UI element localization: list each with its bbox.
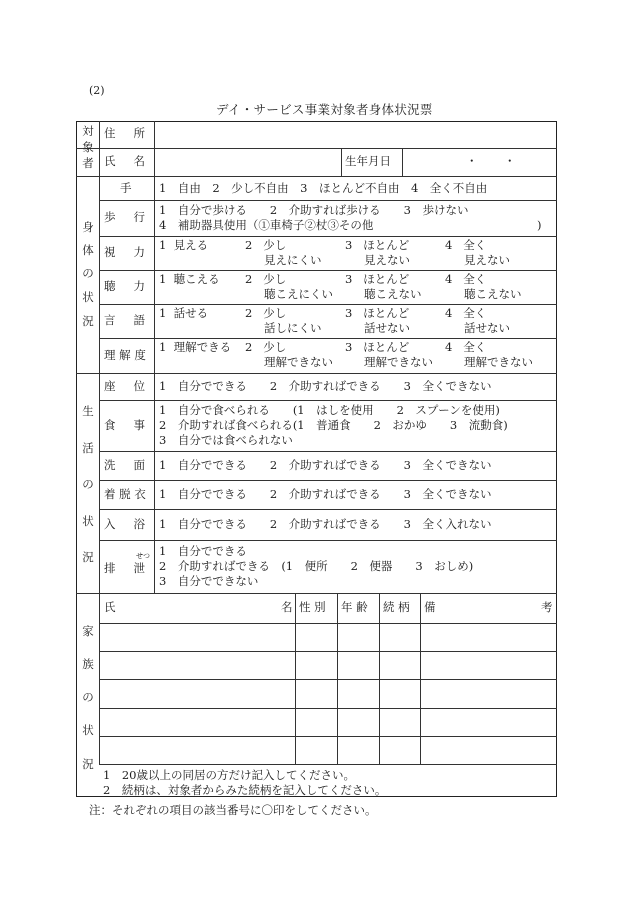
sitting-options: 1 自分でできる 2 介助すればできる 3 全くできない [159, 379, 492, 393]
speech-opt3: 3 ほとんど [345, 306, 410, 320]
comprehension-opt1: 1 理解できる [159, 340, 232, 354]
vision-opt3b: 見えない [364, 253, 410, 267]
washing-label: 洗 面 [104, 458, 145, 472]
family-col-remarks-1: 備 [424, 600, 436, 614]
bathing-options: 1 自分でできる 2 介助すればできる 3 全く入れない [159, 517, 492, 531]
vision-opt4: 4 全く [445, 238, 487, 252]
address-label: 住 所 [104, 126, 145, 140]
dressing-label: 着 脱 衣 [104, 487, 146, 501]
vision-label: 視 力 [104, 245, 145, 259]
comprehension-opt3: 3 ほとんど [345, 340, 410, 354]
hearing-opt3b: 聴こえない [364, 287, 422, 301]
family-col-name-2: 名 [281, 600, 293, 614]
walking-line2: 4 補助器具使用（①車椅子②杖③その他 [159, 218, 374, 232]
eating-line3: 3 自分では食べられない [159, 433, 293, 447]
excretion-ruby: せつ [136, 552, 150, 560]
walking-line1: 1 自分で歩ける 2 介助すれば歩ける 3 歩けない [159, 203, 469, 217]
bathing-label: 入 浴 [104, 517, 145, 531]
excretion-line2: 2 介助すればできる (1 便所 2 便器 3 おしめ) [159, 559, 474, 573]
speech-opt1: 1 話せる [159, 306, 209, 320]
page-title: デイ・サービス事業対象者身体状況票 [216, 102, 433, 117]
dressing-options: 1 自分でできる 2 介助すればできる 3 全くできない [159, 487, 492, 501]
hearing-opt2b: 聴こえにくい [264, 287, 333, 301]
speech-opt3b: 話せない [364, 321, 410, 335]
walking-close: ) [537, 218, 542, 232]
vision-opt2: 2 少し [245, 238, 287, 252]
eating-line1: 1 自分で食べられる (1 はしを使用 2 スプーンを使用) [159, 403, 500, 417]
hearing-opt4b: 聴こえない [464, 287, 522, 301]
hearing-opt2: 2 少し [245, 272, 287, 286]
family-col-relation: 続 柄 [383, 600, 410, 614]
family-col-name-1: 氏 [104, 600, 116, 614]
comprehension-opt4: 4 全く [445, 340, 487, 354]
footnote: 注：それぞれの項目の該当番号に〇印をしてください。 [89, 803, 377, 817]
eating-line2: 2 介助すれば食べられる(1 普通食 2 おかゆ 3 流動食) [159, 418, 508, 432]
hand-label: 手 [120, 181, 132, 195]
comprehension-opt3b: 理解できない [364, 355, 433, 369]
speech-opt4b: 話せない [464, 321, 510, 335]
excretion-line3: 3 自分でできない [159, 574, 259, 588]
hearing-label: 聴 力 [104, 279, 145, 293]
comprehension-opt2b: 理解できない [264, 355, 333, 369]
hearing-opt3: 3 ほとんど [345, 272, 410, 286]
hearing-opt4: 4 全く [445, 272, 487, 286]
hand-options: 1 自由 2 少し不自由 3 ほとんど不自由 4 全く不自由 [159, 181, 488, 195]
walking-label: 歩 行 [104, 210, 145, 224]
comprehension-label: 理 解 度 [104, 348, 146, 362]
vision-opt3: 3 ほとんど [345, 238, 410, 252]
comprehension-opt4b: 理解できない [464, 355, 533, 369]
family-col-age: 年 齢 [341, 600, 368, 614]
name-label: 氏 名 [104, 154, 145, 168]
sitting-label: 座 位 [104, 379, 145, 393]
excretion-line1: 1 自分でできる [159, 544, 247, 558]
hearing-opt1: 1 聴こえる [159, 272, 220, 286]
excretion-label: 排 泄 [104, 561, 145, 575]
family-note-2: 2 続柄は、対象者からみた続柄を記入してください。 [103, 783, 387, 797]
vision-opt4b: 見えない [464, 253, 510, 267]
family-note-1: 1 20歳以上の同居の方だけ記入してください。 [103, 768, 355, 782]
washing-options: 1 自分でできる 2 介助すればできる 3 全くできない [159, 458, 492, 472]
vision-opt1: 1 見える [159, 238, 209, 252]
family-col-sex: 性 別 [299, 600, 326, 614]
eating-label: 食 事 [104, 418, 145, 432]
form-number: (2) [89, 84, 105, 97]
speech-opt2: 2 少し [245, 306, 287, 320]
speech-opt2b: 話しにくい [264, 321, 322, 335]
birthdate-dot-2: ・ [504, 154, 516, 168]
family-col-remarks-2: 考 [541, 600, 553, 614]
vision-opt2b: 見えにくい [264, 253, 322, 267]
speech-opt4: 4 全く [445, 306, 487, 320]
birthdate-dot-1: ・ [466, 154, 478, 168]
comprehension-opt2: 2 少し [245, 340, 287, 354]
speech-label: 言 語 [104, 313, 145, 327]
birthdate-label: 生年月日 [345, 154, 391, 168]
